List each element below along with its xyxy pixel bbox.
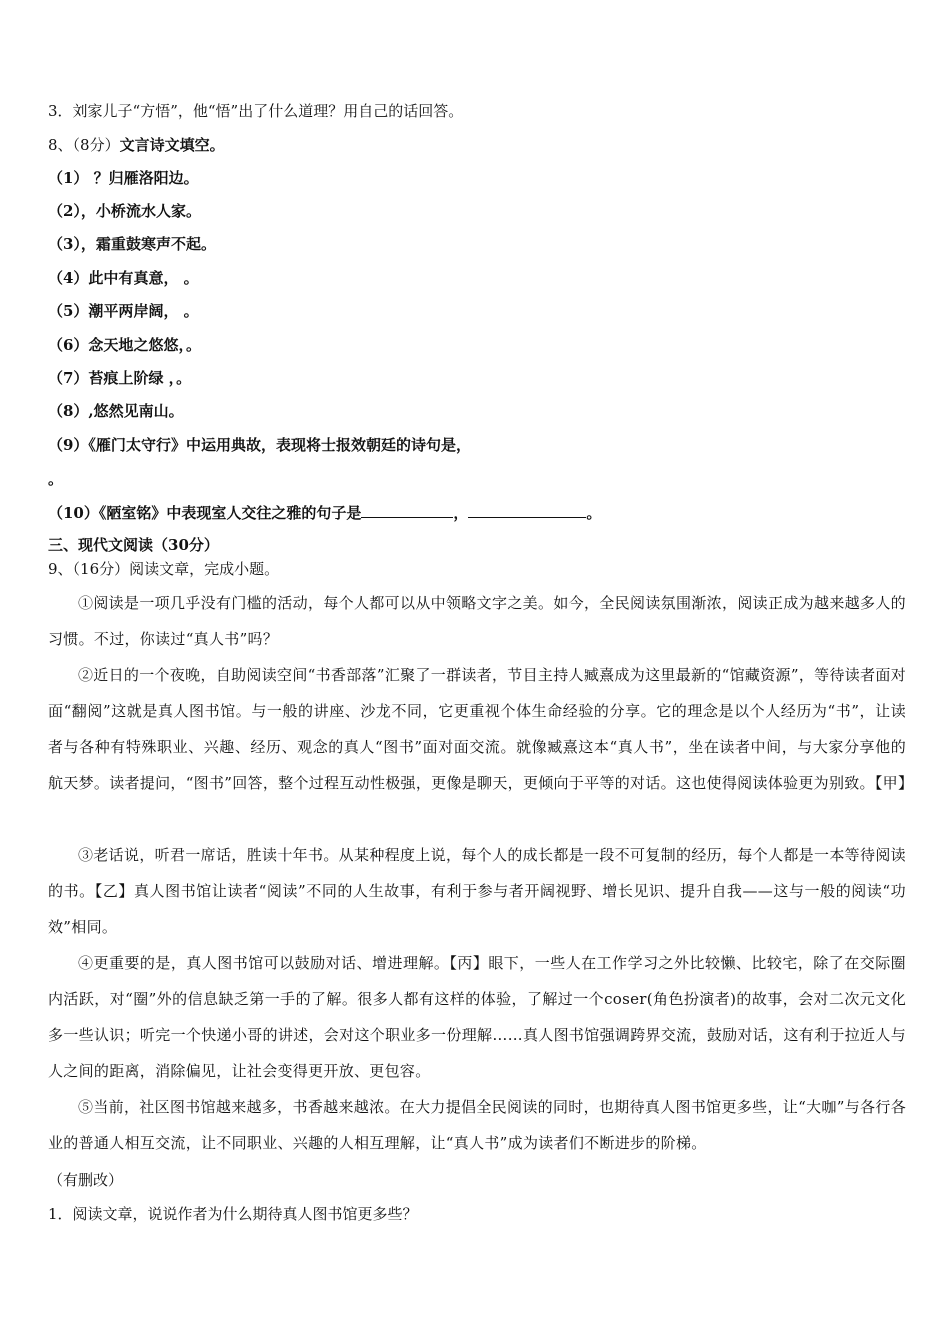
fill-item-7: （7）苔痕上阶绿 ，。 xyxy=(48,369,192,387)
fill-item-1: （1） ？归雁洛阳边。 xyxy=(48,169,199,187)
answer-blank-2[interactable] xyxy=(468,503,586,518)
fill-item-9-end: 。 xyxy=(48,470,64,488)
paragraph-1: ①阅读是一项几乎没有门槛的活动，每个人都可以从中领略文字之美。如今，全民阅读氛围渐浓，阅读正成为越来越多人的习惯。不过，你读过“真人书”吗？ xyxy=(48,594,906,648)
answer-blank-1[interactable] xyxy=(361,503,453,518)
fill-item-8: （8）,悠然见南山。 xyxy=(48,402,184,420)
sub-question-1: 1．阅读文章，说说作者为什么期待真人图书馆更多些？ xyxy=(48,1205,418,1223)
fill-item-9: （9）《雁门太守行》中运用典故，表现将士报效朝廷的诗句是， xyxy=(48,436,471,454)
paragraph-3: ③老话说，听君一席话，胜读十年书。从某种程度上说，每个人的成长都是一段不可复制的经历，每个人都是一本等待阅读的书。【乙】真人图书馆让读者“阅读”不同的人生故事，有利于参与者开阔视野、增长见识、提升自我——这与一般的阅读“功效”相同。 xyxy=(48,846,906,936)
fill-item-3: （3），霜重鼓寒声不起。 xyxy=(48,235,216,253)
section-3-heading: 三、现代文阅读（30分） xyxy=(48,536,219,554)
question-8-heading xyxy=(48,134,908,156)
question-3: 3．刘家儿子“方悟”，他“悟”出了什么道理？用自己的话回答。 xyxy=(48,102,464,120)
question-8-title: 文言诗文填空。 xyxy=(119,136,225,154)
paragraph-5: ⑤当前，社区图书馆越来越多，书香越来越浓。在大力提倡全民阅读的同时，也期待真人图书馆更多些，让“大咖”与各行各业的普通人相互交流，让不同职业、兴趣的人相互理解，让“真人书”成为读者们不断进步的阶梯。 xyxy=(48,1098,906,1152)
paragraph-4: ④更重要的是，真人图书馆可以鼓励对话、增进理解。【丙】眼下，一些人在工作学习之外比较懒、比较宅，除了在交际圈内活跃，对“圈”外的信息缺乏第一手的了解。很多人都有这样的体验，了解过一个coser(角色扮演者)的故事，会对二次元文化多一些认识；听完一个快递小哥的讲述，会对这个职业多一份理解……真人图书馆强调跨界交流，鼓励对话，这有利于拉近人与人之间的距离，消除偏见，让社会变得更开放、更包容。 xyxy=(48,954,906,1080)
paragraph-2: ②近日的一个夜晚，自助阅读空间“书香部落”汇聚了一群读者，节目主持人臧熹成为这里最新的“馆藏资源”，等待读者面对面“翻阅”这就是真人图书馆。与一般的讲座、沙龙不同，它更重视个体生命经验的分享。它的理念是以个人经历为“书”，让读者与各种有特殊职业、兴趣、经历、观念的真人“图书”面对面交流。就像臧熹这本“真人书”，坐在读者中间，与大家分享他的航天梦。读者提问，“图书”回答，整个过程互动性极强，更像是聊天，更倾向于平等的对话。这也使得阅读体验更为别致。【甲】 xyxy=(48,666,914,792)
fill-item-10-text: （10）《陋室铭》中表现室人交往之雅的句子是 xyxy=(48,504,362,522)
fill-item-6: （6）念天地之悠悠，。 xyxy=(48,336,201,354)
fill-item-10-end: 。 xyxy=(586,504,602,522)
fill-item-4: （4）此中有真意， 。 xyxy=(48,269,199,287)
question-9-heading: 9、（16分）阅读文章，完成小题。 xyxy=(48,560,280,578)
fill-item-2: （2），小桥流水人家。 xyxy=(48,202,201,220)
fill-item-5: （5）潮平两岸阔， 。 xyxy=(48,302,199,320)
edit-note: （有删改） xyxy=(48,1171,124,1189)
question-8-prefix: 8、（8分） xyxy=(48,136,120,154)
fill-item-10-comma: ， xyxy=(453,504,469,522)
fill-item-10 xyxy=(48,502,908,524)
